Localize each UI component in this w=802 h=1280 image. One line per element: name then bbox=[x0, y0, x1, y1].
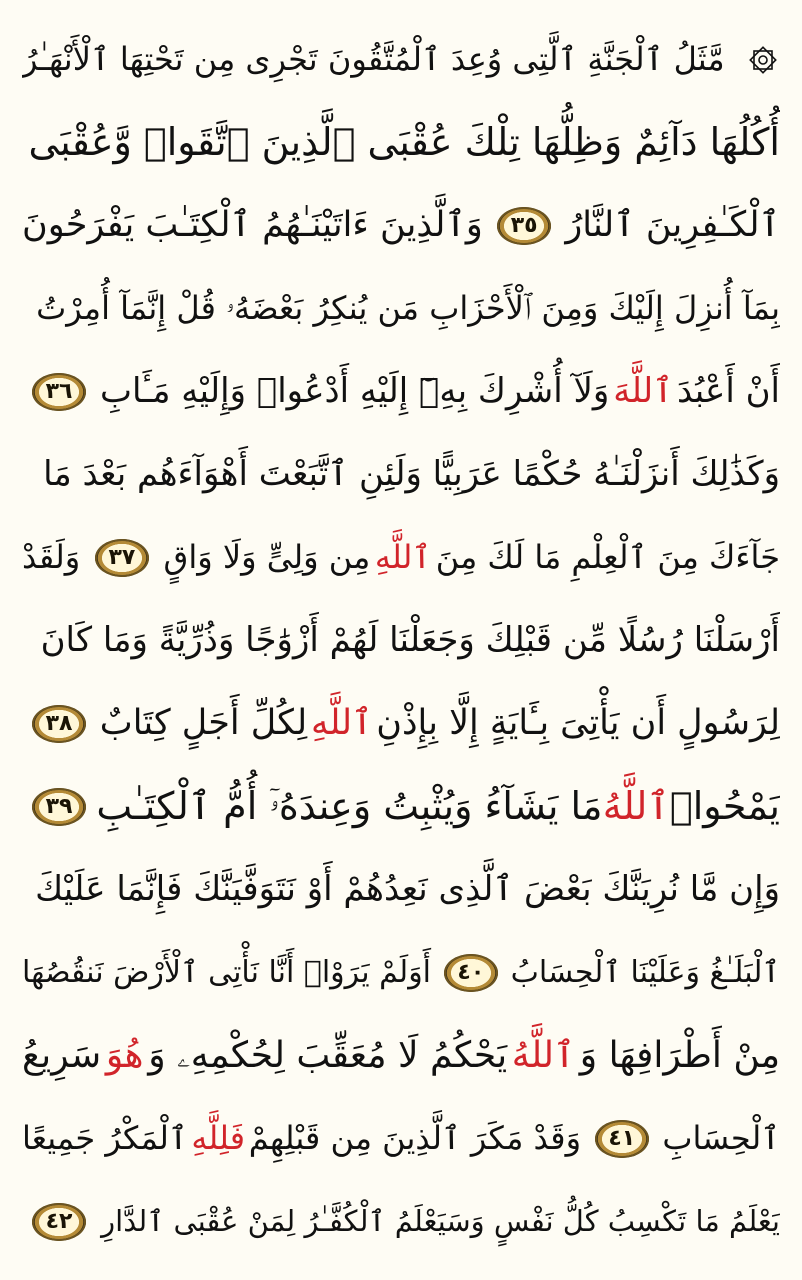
verse-text: وَكَذَٰلِكَ أَنزَلْنَـٰهُ حُكْمًا عَرَبِيًّا وَلَئِنِ ٱتَّبَعْتَ أَهْوَآءَهُم بَعْدَ مَا bbox=[43, 454, 780, 494]
verse-line bbox=[22, 599, 780, 682]
ayah-number-medallion-icon: ٤١ bbox=[595, 1120, 649, 1158]
verse-text: ٱلْحِسَابِ bbox=[662, 1119, 780, 1157]
verse-line bbox=[22, 350, 780, 433]
verse-text: أَنْ أَعْبُدَ bbox=[676, 371, 780, 411]
verse-line bbox=[22, 516, 780, 599]
verse-line bbox=[22, 267, 780, 350]
verse-text: أَرْسَلْنَا رُسُلًا مِّن قَبْلِكَ وَجَعَلْنَا لَهُمْ أَزْوَٰجًا وَذُرِّيَّةً وَمَا كَانَ bbox=[40, 620, 780, 660]
ayah-number-medallion-icon: ٤٠ bbox=[444, 954, 498, 992]
verse-text: يَحْكُمُ لَا مُعَقِّبَ لِحُكْمِهِۦ وَ bbox=[148, 1035, 508, 1076]
ayah-number-medallion-icon: ٣٥ bbox=[497, 207, 551, 245]
divine-name-text: ٱللَّهُ bbox=[511, 1035, 576, 1076]
verse-line bbox=[22, 1014, 780, 1097]
verse-line bbox=[22, 848, 780, 931]
verse-text: وَلَقَدْ bbox=[22, 538, 81, 576]
verse-text: جَآءَكَ مِنَ ٱلْعِلْمِ مَا لَكَ مِنَ bbox=[435, 538, 780, 576]
verse-text: وَقَدْ مَكَرَ ٱلَّذِينَ مِن قَبْلِهِمْ bbox=[248, 1119, 582, 1157]
verse-text: بِمَآ أُنزِلَ إِلَيْكَ وَمِنَ ٱلْأَحْزَابِ مَن يُنكِرُ بَعْضَهُۥ قُلْ إِنَّمَآ أُمِرْتُ bbox=[36, 289, 780, 327]
verse-text: لِرَسُولٍ أَن يَأْتِىَ بِـَٔايَةٍ إِلَّا بِإِذْنِ bbox=[376, 703, 780, 743]
verse-text: وَٱلَّذِينَ ءَاتَيْنَـٰهُمُ ٱلْكِتَـٰبَ يَفْرَحُونَ bbox=[22, 205, 483, 245]
verse-text: ٱلْمَكْرُ جَمِيعًا bbox=[22, 1119, 188, 1157]
verse-line bbox=[22, 433, 780, 516]
divine-name-text: ٱللَّهِ bbox=[310, 703, 373, 743]
verse-line bbox=[22, 931, 780, 1014]
verse-text: ٱلْكَـٰفِرِينَ ٱلنَّارُ bbox=[565, 205, 780, 245]
verse-text: وَلَآ أُشْرِكَ بِهِۦٓ إِلَيْهِ أَدْعُوا۟ وَإِلَيْهِ مَـَٔابِ bbox=[99, 371, 610, 411]
verse-text: أَوَلَمْ يَرَوْا۟ أَنَّا نَأْتِى ٱلْأَرْضَ نَنقُصُهَا bbox=[22, 955, 432, 990]
verse-line bbox=[22, 18, 780, 101]
verse-text: مَّثَلُ ٱلْجَنَّةِ ٱلَّتِى وُعِدَ ٱلْمُتَّقُونَ تَجْرِى مِن تَحْتِهَا ٱلْأَنْهَـٰرُ bbox=[22, 40, 725, 78]
divine-name-text: هُوَ bbox=[105, 1035, 144, 1076]
ayah-number-medallion-icon: ٣٧ bbox=[95, 539, 149, 577]
divine-name-text: ٱللَّهِ bbox=[374, 538, 432, 576]
verse-text: مِنْ أَطْرَافِهَا وَ bbox=[579, 1035, 780, 1076]
verse-line bbox=[22, 682, 780, 765]
verse-text: مِن وَلِىٍّ وَلَا وَاقٍ bbox=[163, 538, 371, 576]
verse-lines bbox=[22, 18, 780, 1263]
verse-line bbox=[22, 101, 780, 184]
divine-name-text: فَلِلَّهِ bbox=[191, 1119, 245, 1157]
divine-name-text: ٱللَّهَ bbox=[613, 371, 673, 411]
verse-text: سَرِيعُ bbox=[22, 1035, 102, 1076]
verse-text: يَعْلَمُ مَا تَكْسِبُ كُلُّ نَفْسٍ وَسَيَعْلَمُ ٱلْكُفَّـٰرُ لِمَنْ عُقْبَى ٱلدَّارِ bbox=[101, 1204, 780, 1238]
verse-line bbox=[22, 765, 780, 848]
rub-el-hizb-star-icon bbox=[746, 43, 780, 77]
ayah-number-medallion-icon: ٣٩ bbox=[32, 788, 86, 826]
verse-line bbox=[22, 1097, 780, 1180]
verse-text: وَإِن مَّا نُرِيَنَّكَ بَعْضَ ٱلَّذِى نَعِدُهُمْ أَوْ نَتَوَفَّيَنَّكَ فَإِنَّمَا عَلَيْكَ bbox=[35, 869, 780, 909]
verse-text: لِكُلِّ أَجَلٍ كِتَابٌ bbox=[99, 703, 308, 743]
verse-text: أُكُلُهَا دَآئِمٌ وَظِلُّهَا تِلْكَ عُقْبَى ٱلَّذِينَ ٱتَّقَوا۟ وَّعُقْبَى bbox=[28, 120, 780, 164]
verse-line bbox=[22, 1180, 780, 1263]
divine-name-text: ٱللَّهُ bbox=[602, 784, 670, 828]
verse-text: ٱلْبَلَـٰغُ وَعَلَيْنَا ٱلْحِسَابُ bbox=[510, 955, 780, 990]
ayah-number-medallion-icon: ٤٢ bbox=[32, 1203, 86, 1241]
verse-text: يَمْحُوا۟ bbox=[669, 784, 780, 828]
verse-text: مَا يَشَآءُ وَيُثْبِتُ وَعِندَهُۥٓ أُمُّ ٱلْكِتَـٰبِ bbox=[96, 784, 603, 828]
verse-line bbox=[22, 184, 780, 267]
ayah-number-medallion-icon: ٣٦ bbox=[32, 373, 86, 411]
ayah-number-medallion-icon: ٣٨ bbox=[32, 705, 86, 743]
